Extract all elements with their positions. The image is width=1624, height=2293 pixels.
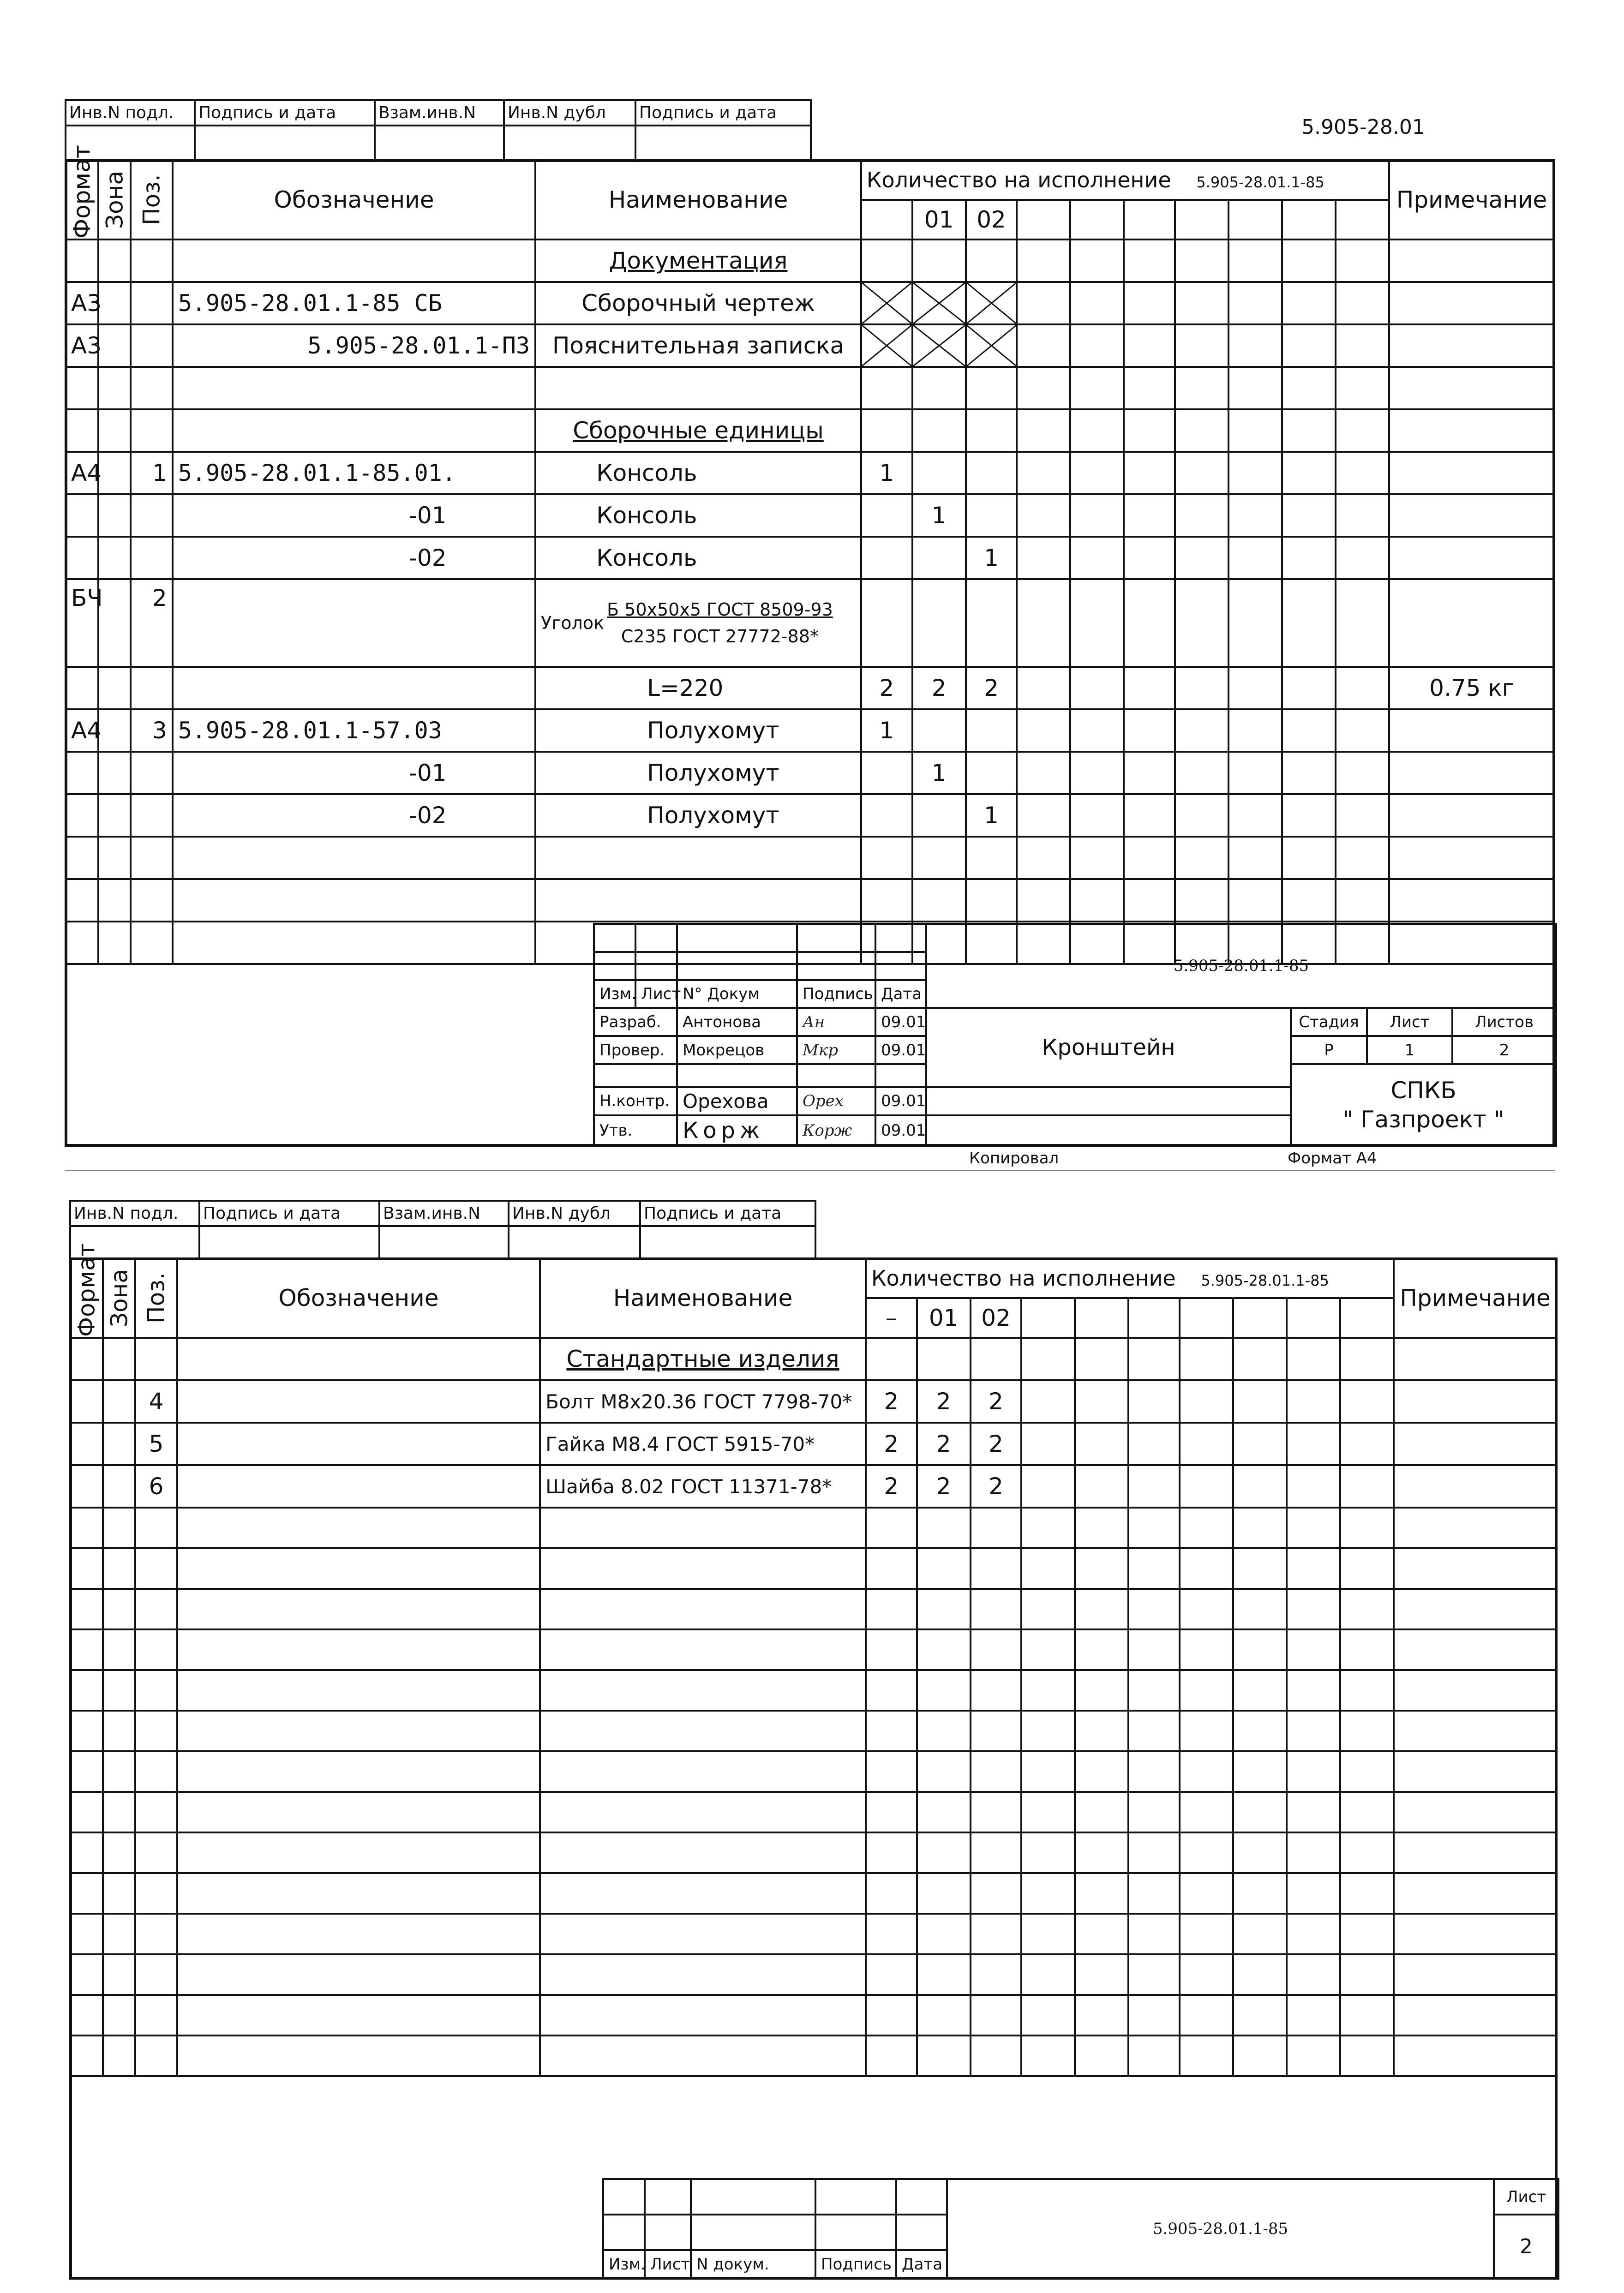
exec-col-02: 02 (971, 1298, 1022, 1338)
empty-row (70, 1751, 1557, 1792)
row-position: 2 (131, 579, 173, 667)
org-line-2: " Газпроект " (1342, 1106, 1504, 1133)
row-qty: 1 (966, 794, 1017, 837)
table-row (70, 1423, 1557, 1465)
table-row (66, 752, 1554, 794)
title-block (593, 923, 1555, 1147)
archive-stamp (65, 99, 812, 161)
empty-row (70, 1954, 1557, 1995)
col-quantity (866, 1258, 1394, 1298)
tb-name-approver: Корж (677, 1115, 797, 1146)
tb-organization (1291, 1064, 1556, 1146)
title-doc-code: 5.905-28.01.1-85 (926, 924, 1556, 1008)
row-qty: 1 (861, 452, 912, 494)
footer-copied: Копировал (969, 1149, 1059, 1167)
quantity-label: Количество на исполнение (866, 168, 1171, 192)
row-qty: 2 (866, 1380, 917, 1423)
tb-h-ndoc: N° Докум (677, 980, 797, 1008)
quantity-code: 5.905-28.01.1-85 (1196, 174, 1324, 191)
table-row (66, 794, 1554, 837)
table-row (66, 324, 1554, 367)
tb-h-izm: Изм. (603, 2250, 645, 2279)
empty-row (70, 1670, 1557, 1711)
empty-row (70, 1548, 1557, 1589)
row-qty: 2 (917, 1465, 971, 1508)
col-quantity (861, 160, 1389, 200)
tb-h-list: Лист (635, 980, 677, 1008)
tb-role-checker: Провер. (594, 1036, 677, 1064)
row-qty: 2 (912, 667, 966, 709)
exec-col-01: 01 (912, 200, 966, 239)
tb-h-sheet: Лист (1367, 1008, 1452, 1036)
col-note: Примечание (1394, 1258, 1557, 1338)
angle-prefix: Уголок (541, 613, 604, 633)
cross-mark (861, 324, 912, 367)
stamp-replace-inv: Взам.инв.N (379, 1201, 509, 1226)
quantity-label: Количество на исполнение (871, 1266, 1176, 1291)
section-documentation: Документация (535, 239, 861, 282)
table-row (66, 667, 1554, 709)
table-row (70, 1465, 1557, 1508)
row-name: Консоль (535, 537, 861, 579)
cross-mark (912, 282, 966, 324)
row-format: А3 (66, 282, 98, 324)
cross-mark (912, 324, 966, 367)
col-designation: Обозначение (173, 160, 535, 239)
tb-name-checker: Мокрецов (677, 1036, 797, 1064)
table-row (66, 494, 1554, 537)
cross-mark (861, 282, 912, 324)
exec-col-01: 01 (917, 1298, 971, 1338)
empty-row (70, 2036, 1557, 2076)
col-position: Поз. (135, 1258, 177, 1338)
stamp-inv-duplicate: Инв.N дубл (504, 100, 635, 126)
col-name: Наименование (540, 1258, 866, 1338)
stamp-replace-inv: Взам.инв.N (375, 100, 504, 126)
col-designation: Обозначение (177, 1258, 540, 1338)
stamp-sign-date-2: Подпись и дата (640, 1201, 815, 1226)
row-qty: 1 (912, 494, 966, 537)
tb-h-list: Лист (645, 2250, 691, 2279)
row-name: Сборочный чертеж (535, 282, 861, 324)
empty-row (70, 1629, 1557, 1670)
row-name: Пояснительная записка (535, 324, 861, 367)
tb-h-date: Дата (875, 980, 926, 1008)
cross-mark (966, 324, 1017, 367)
row-qty: 2 (917, 1380, 971, 1423)
tb-h-stage: Стадия (1291, 1008, 1367, 1036)
row-position: 1 (131, 452, 173, 494)
table-row (70, 1380, 1557, 1423)
stamp-inv-original: Инв.N подл. (70, 1201, 199, 1226)
empty-row (70, 1792, 1557, 1832)
quantity-code: 5.905-28.01.1-85 (1201, 1272, 1329, 1289)
tb-h-sign: Подпись (797, 980, 875, 1008)
empty-rows (70, 1508, 1557, 2076)
row-position: 3 (131, 709, 173, 752)
row-name: L=220 (535, 667, 861, 709)
specification-table (69, 1243, 1558, 2077)
tb-h-sheets: Листов (1452, 1008, 1556, 1036)
archive-stamp (69, 1200, 816, 1259)
table-row (66, 452, 1554, 494)
tb-signature-normcontrol: Орех (797, 1087, 875, 1115)
row-name: Болт М8х20.36 ГОСТ 7798-70* (540, 1380, 866, 1423)
tb-h-date: Дата (896, 2250, 947, 2279)
row-designation: 5.905-28.01.1-ПЗ (173, 324, 535, 367)
row-qty: 1 (912, 752, 966, 794)
row-name: Гайка М8.4 ГОСТ 5915-70* (540, 1423, 866, 1465)
row-designation: 5.905-28.01.1-85.01. (173, 452, 535, 494)
tb-stage: Р (1291, 1036, 1367, 1064)
row-qty: 2 (971, 1380, 1022, 1423)
row-designation: 5.905-28.01.1-85 СБ (173, 282, 535, 324)
row-designation: 5.905-28.01.1-57.03 (173, 709, 535, 752)
col-zone: Зона (98, 160, 131, 239)
stamp-sign-date-2: Подпись и дата (635, 100, 811, 126)
row-qty: 2 (971, 1465, 1022, 1508)
tb-date-approver: 09.01 (875, 1115, 926, 1146)
table-row (66, 709, 1554, 752)
tb-sheets-total: 2 (1452, 1036, 1556, 1064)
row-name-angle (535, 579, 861, 667)
table-row (66, 537, 1554, 579)
org-line-1: СПКБ (1390, 1077, 1456, 1104)
row-format: А4 (66, 452, 98, 494)
sheet-divider (65, 1170, 1555, 1171)
tb-h-ndoc: N докум. (691, 2250, 815, 2279)
row-qty: 2 (971, 1423, 1022, 1465)
title-block (602, 2178, 1559, 2280)
tb-date-normcontrol: 09.01 (875, 1087, 926, 1115)
stamp-sign-date: Подпись и дата (199, 1201, 379, 1226)
row-name: Консоль (535, 452, 861, 494)
row-position: 5 (135, 1423, 177, 1465)
title-doc-code: 5.905-28.01.1-85 (947, 2179, 1494, 2279)
row-qty: 2 (866, 1423, 917, 1465)
tb-name-normcontrol: Орехова (677, 1087, 797, 1115)
tb-date-checker: 09.01 (875, 1036, 926, 1064)
col-position: Поз. (131, 160, 173, 239)
stamp-sign-date: Подпись и дата (195, 100, 375, 126)
row-note: 0.75 кг (1389, 667, 1554, 709)
empty-row (70, 1873, 1557, 1914)
row-qty: 1 (861, 709, 912, 752)
row-name: Шайба 8.02 ГОСТ 11371-78* (540, 1465, 866, 1508)
angle-material: С235 ГОСТ 27772-88* (621, 626, 819, 647)
empty-row (70, 1995, 1557, 2036)
col-format: Формат (70, 1258, 103, 1338)
row-name: Консоль (535, 494, 861, 537)
tb-signature-developer: Ан (797, 1008, 875, 1036)
specification-table (65, 145, 1555, 965)
top-document-code: 5.905-28.01 (1301, 115, 1425, 139)
tb-signature-approver: Корж (797, 1115, 875, 1146)
col-note: Примечание (1389, 160, 1554, 239)
cross-mark (966, 282, 1017, 324)
spec-sheet-2 (0, 1181, 1624, 2293)
col-format: Формат (66, 160, 98, 239)
tb-signature-checker: Мкр (797, 1036, 875, 1064)
row-qty: 2 (917, 1423, 971, 1465)
row-format: А3 (66, 324, 98, 367)
exec-col-0 (861, 200, 912, 239)
row-name: Полухомут (535, 752, 861, 794)
stamp-inv-duplicate: Инв.N дубл (509, 1201, 640, 1226)
row-qty: 2 (966, 667, 1017, 709)
row-designation: -02 (173, 794, 535, 837)
row-format: А4 (66, 709, 98, 752)
exec-col-02: 02 (966, 200, 1017, 239)
row-qty: 2 (861, 667, 912, 709)
tb-role-developer: Разраб. (594, 1008, 677, 1036)
tb-h-sheet: Лист (1494, 2179, 1558, 2215)
stamp-inv-original: Инв.N подл. (66, 100, 195, 126)
tb-h-sign: Подпись (815, 2250, 896, 2279)
table-row (66, 282, 1554, 324)
empty-row (70, 1711, 1557, 1751)
tb-date-developer: 09.01 (875, 1008, 926, 1036)
empty-row (70, 1508, 1557, 1548)
tb-product-name: Кронштейн (926, 1008, 1291, 1087)
empty-row (70, 1589, 1557, 1629)
tb-role-approver: Утв. (594, 1115, 677, 1146)
section-standard-parts: Стандартные изделия (540, 1338, 866, 1380)
exec-col-0: – (866, 1298, 917, 1338)
footer-format: Формат А4 (1288, 1149, 1377, 1167)
row-designation: -01 (173, 752, 535, 794)
tb-sheet-no: 1 (1367, 1036, 1452, 1064)
row-name: Полухомут (535, 794, 861, 837)
row-position: 4 (135, 1380, 177, 1423)
table-row (66, 579, 1554, 667)
row-qty: 1 (966, 537, 1017, 579)
tb-role-normcontrol: Н.контр. (594, 1087, 677, 1115)
row-designation: -01 (173, 494, 535, 537)
row-designation: -02 (173, 537, 535, 579)
row-name: Полухомут (535, 709, 861, 752)
tb-h-izm: Изм. (594, 980, 635, 1008)
row-position: 6 (135, 1465, 177, 1508)
row-qty: 2 (866, 1465, 917, 1508)
empty-row (70, 1914, 1557, 1954)
row-format: БЧ (66, 579, 98, 667)
col-name: Наименование (535, 160, 861, 239)
angle-profile: Б 50х50х5 ГОСТ 8509-93 (607, 599, 833, 620)
section-assemblies: Сборочные единицы (535, 409, 861, 452)
col-zone: Зона (103, 1258, 136, 1338)
tb-sheet-no: 2 (1494, 2215, 1558, 2279)
tb-name-developer: Антонова (677, 1008, 797, 1036)
empty-row (70, 1832, 1557, 1873)
